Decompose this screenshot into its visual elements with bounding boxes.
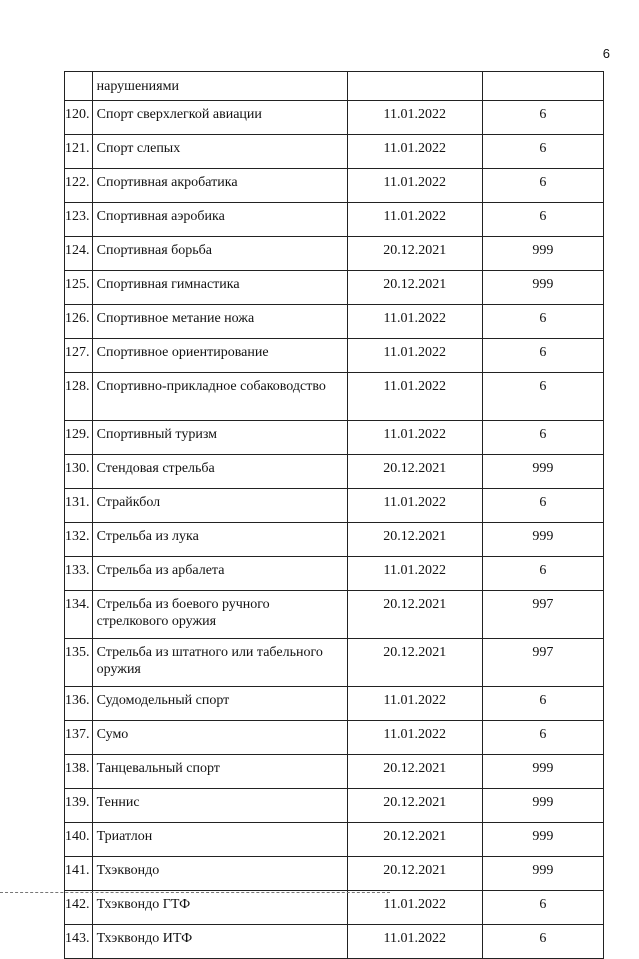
cell-date: 20.12.2021	[347, 237, 482, 271]
cell-name: Тхэквондо ИТФ	[92, 925, 347, 959]
cell-num: 128.	[65, 373, 93, 421]
table-row	[65, 305, 604, 339]
cell-name: Судомодельный спорт	[92, 687, 347, 721]
cell-date: 20.12.2021	[347, 857, 482, 891]
table-row	[65, 421, 604, 455]
cell-num: 138.	[65, 755, 93, 789]
cell-code	[482, 72, 603, 101]
table-row	[65, 339, 604, 373]
cell-name: Тхэквондо ГТФ	[92, 891, 347, 925]
cell-name: Спортивная акробатика	[92, 169, 347, 203]
cell-name: Стрельба из арбалета	[92, 557, 347, 591]
cell-num: 127.	[65, 339, 93, 373]
cell-date: 20.12.2021	[347, 789, 482, 823]
cell-code: 999	[482, 755, 603, 789]
table-row	[65, 169, 604, 203]
cell-name: Спорт сверхлегкой авиации	[92, 101, 347, 135]
cell-name: Спортивная аэробика	[92, 203, 347, 237]
cell-name: Спортивная борьба	[92, 237, 347, 271]
table-row	[65, 271, 604, 305]
cell-num: 132.	[65, 523, 93, 557]
cell-name: Спортивно-прикладное собаководство	[92, 373, 347, 421]
cell-date: 11.01.2022	[347, 891, 482, 925]
cell-date: 11.01.2022	[347, 687, 482, 721]
table-row	[65, 891, 604, 925]
table-row	[65, 237, 604, 271]
cell-num: 134.	[65, 591, 93, 639]
cell-date: 20.12.2021	[347, 639, 482, 687]
cell-num: 121.	[65, 135, 93, 169]
cell-code: 6	[482, 687, 603, 721]
cell-date: 11.01.2022	[347, 557, 482, 591]
footer-divider	[0, 892, 390, 894]
cell-code: 6	[482, 305, 603, 339]
cell-num: 129.	[65, 421, 93, 455]
cell-code: 999	[482, 523, 603, 557]
cell-date: 20.12.2021	[347, 591, 482, 639]
cell-date: 11.01.2022	[347, 169, 482, 203]
table-row	[65, 203, 604, 237]
cell-num: 126.	[65, 305, 93, 339]
cell-date: 20.12.2021	[347, 823, 482, 857]
cell-name: Танцевальный спорт	[92, 755, 347, 789]
cell-code: 997	[482, 591, 603, 639]
cell-code: 999	[482, 271, 603, 305]
cell-num	[65, 72, 93, 101]
cell-num: 136.	[65, 687, 93, 721]
cell-date: 20.12.2021	[347, 523, 482, 557]
table-row	[65, 639, 604, 687]
cell-name: Спортивное метание ножа	[92, 305, 347, 339]
cell-num: 137.	[65, 721, 93, 755]
cell-num: 139.	[65, 789, 93, 823]
cell-date: 20.12.2021	[347, 455, 482, 489]
cell-date: 11.01.2022	[347, 305, 482, 339]
cell-num: 141.	[65, 857, 93, 891]
cell-name: нарушениями	[92, 72, 347, 101]
cell-name: Спорт слепых	[92, 135, 347, 169]
cell-code: 6	[482, 891, 603, 925]
cell-date: 11.01.2022	[347, 925, 482, 959]
cell-num: 123.	[65, 203, 93, 237]
cell-date: 20.12.2021	[347, 755, 482, 789]
table-row	[65, 755, 604, 789]
cell-num: 135.	[65, 639, 93, 687]
table-row	[65, 925, 604, 959]
cell-name: Теннис	[92, 789, 347, 823]
cell-code: 6	[482, 169, 603, 203]
cell-code: 999	[482, 857, 603, 891]
cell-code: 999	[482, 823, 603, 857]
cell-date: 11.01.2022	[347, 339, 482, 373]
cell-date: 20.12.2021	[347, 271, 482, 305]
cell-code: 6	[482, 421, 603, 455]
cell-name: Триатлон	[92, 823, 347, 857]
cell-name: Спортивное ориентирование	[92, 339, 347, 373]
cell-date: 11.01.2022	[347, 421, 482, 455]
table-row	[65, 523, 604, 557]
cell-num: 133.	[65, 557, 93, 591]
cell-date: 11.01.2022	[347, 101, 482, 135]
cell-date: 11.01.2022	[347, 721, 482, 755]
cell-num: 122.	[65, 169, 93, 203]
cell-name: Стрельба из боевого ручного стрелкового оружия	[92, 591, 347, 639]
table-row	[65, 823, 604, 857]
cell-name: Спортивная гимнастика	[92, 271, 347, 305]
cell-code: 997	[482, 639, 603, 687]
sports-table	[64, 71, 604, 959]
cell-num: 142.	[65, 891, 93, 925]
cell-code: 6	[482, 203, 603, 237]
cell-code: 6	[482, 925, 603, 959]
table-row	[65, 721, 604, 755]
cell-name: Стрельба из штатного или табельного оружия	[92, 639, 347, 687]
cell-num: 130.	[65, 455, 93, 489]
cell-name: Страйкбол	[92, 489, 347, 523]
cell-date: 11.01.2022	[347, 203, 482, 237]
cell-code: 6	[482, 135, 603, 169]
table-row	[65, 789, 604, 823]
table-row	[65, 101, 604, 135]
page-number: 6	[602, 46, 610, 61]
cell-num: 125.	[65, 271, 93, 305]
cell-date	[347, 72, 482, 101]
table-row	[65, 557, 604, 591]
cell-name: Сумо	[92, 721, 347, 755]
cell-name: Стендовая стрельба	[92, 455, 347, 489]
table-row	[65, 373, 604, 421]
cell-num: 124.	[65, 237, 93, 271]
cell-num: 143.	[65, 925, 93, 959]
cell-code: 6	[482, 101, 603, 135]
cell-date: 11.01.2022	[347, 489, 482, 523]
table-row	[65, 489, 604, 523]
cell-date: 11.01.2022	[347, 135, 482, 169]
cell-code: 999	[482, 237, 603, 271]
cell-code: 999	[482, 455, 603, 489]
table-row	[65, 687, 604, 721]
cell-code: 6	[482, 557, 603, 591]
cell-code: 6	[482, 721, 603, 755]
cell-code: 6	[482, 489, 603, 523]
cell-num: 120.	[65, 101, 93, 135]
cell-code: 6	[482, 339, 603, 373]
cell-code: 999	[482, 789, 603, 823]
cell-date: 11.01.2022	[347, 373, 482, 421]
table-row	[65, 857, 604, 891]
cell-code: 6	[482, 373, 603, 421]
table-row	[65, 455, 604, 489]
cell-name: Тхэквондо	[92, 857, 347, 891]
table-row	[65, 591, 604, 639]
cell-num: 140.	[65, 823, 93, 857]
cell-name: Стрельба из лука	[92, 523, 347, 557]
table-row	[65, 72, 604, 101]
cell-name: Спортивный туризм	[92, 421, 347, 455]
table-row	[65, 135, 604, 169]
cell-num: 131.	[65, 489, 93, 523]
